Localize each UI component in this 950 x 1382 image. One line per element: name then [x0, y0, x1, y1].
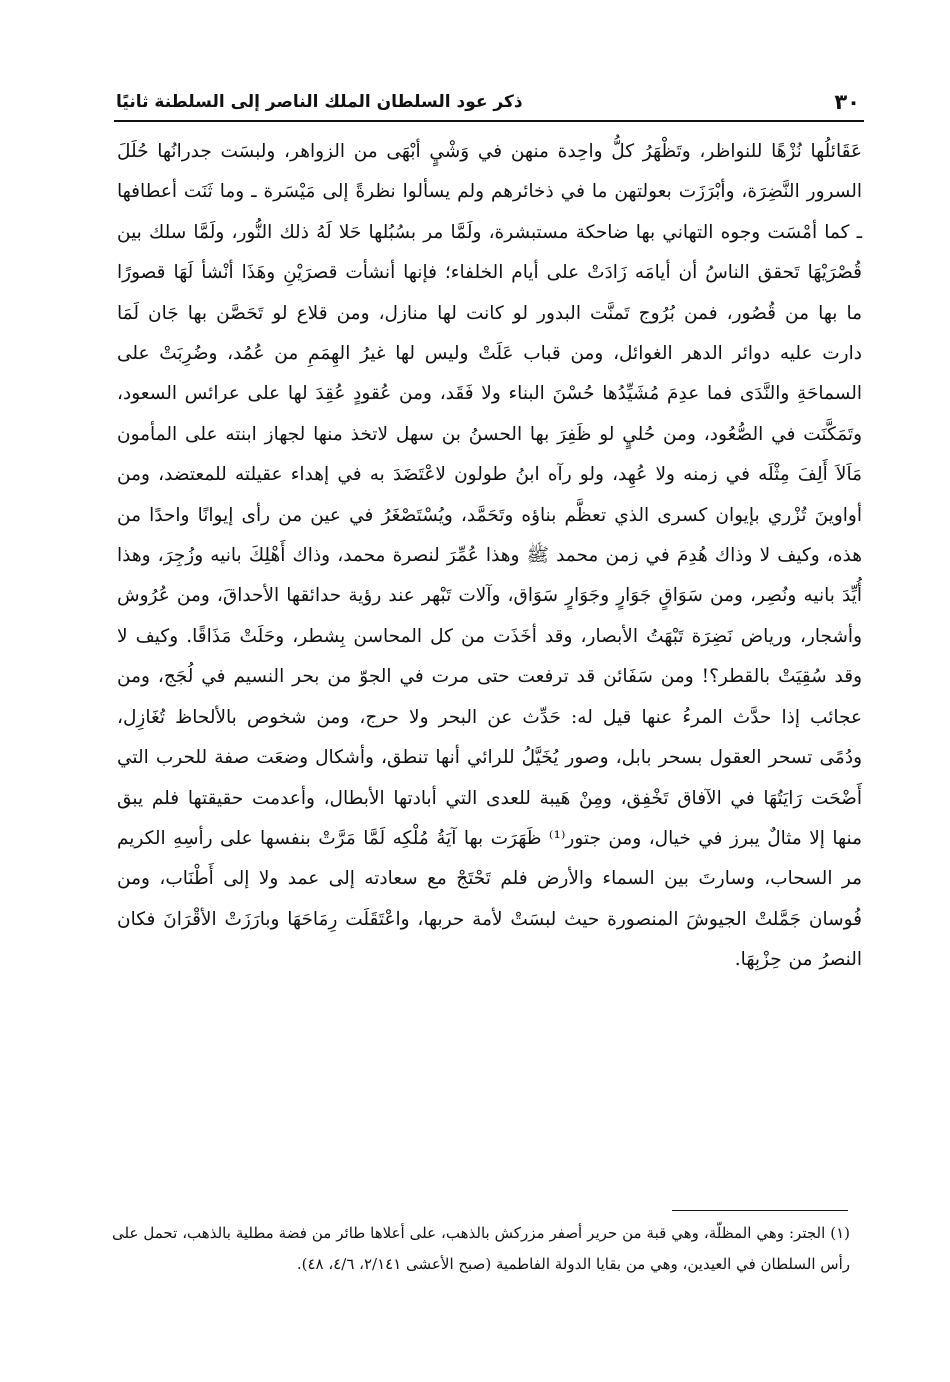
page-number: ٣٠ — [834, 90, 860, 114]
footnotes — [112, 1218, 850, 1280]
body-paragraph: عَقَائلُها نُزْهًا للنواظر، وتَظْهَرُ كلُّ واحِدة منهن في وَشْيٍ أبْهَى من الزواهر، ولبسَت جدرانُها حُلَلَ السرور النَّضِرَة، وأبْرَزَت بعولتهن ما في ذخائرهم ولم يسألوا نظرةً إلى مَيْسَرة ـ وما ثَنَت أعطافها ـ كما أمْسَت وجوه التهاني بها ضاحكة مستبشرة، ولَمَّا مر بسُبُلها حَلا لَهُ ذلك النُّور، ولَمَّا سلك بين قُصْرَيْهَا تَحقق الناسُ أن أيامَه زَادَتْ على أيام الخلفاء؛ فإنها أنشأت قصرَيْنِ وهَذَا أنْشأ لَهَا قصورًا ما بها من قُصُور، فمن بُرُوج تَمنَّت البدور لو كانت لها منازل، ومن قلاع لو تَحَصَّن بها جَان لَمَا دارت عليه دوائر الدهر الغوائل، ومن قباب عَلَتْ وليس لها غيرُ الهِمَمِ من عُمُد، وضُرِبَتْ على السماحَةِ والنَّدَى فما عدِمَ مُشَيِّدُها حُسْنَ البناء ولا فَقَد، ومن عُقودٍ عُقِدَ لها على عرائس السعود، وتَمَكَّنَت في الصُّعُود، ومن حُليٍ لو ظَفِرَ بها الحسنُ بن سهل لاتخذ منها لجهاز ابنته على المأمون مَاَلاَ أَلِفَ مِثْلَه في زمنه ولا عُهِد، ولو رآه ابنُ طولون لاعْتَضَدَ به في إهداء عقيلته للمعتضد، ومن أواوينَ تُزْري بإيوان كسرى الذي تعظَّم بناؤه وتَحَمَّد، ويُسْتَصْغَرُ في عين من رأى إيوانًا واحدًا من هذه، وكيف لا وذاك هُدِمَ في زمن محمد ﷺ وهذا عُمِّرَ لنصرة محمد، وذاك أَهْلِكَ بانيه وزُجِرَ، وهذا أُيِّدَ بانيه ونُصِر، ومن سَوَاقٍ جَوَارٍ وجَوَارٍ سَوَاق، وآلات تَبْهر عند رؤية حدائقها الأحداقَ، ومن عُرُوش وأشجار، ورياض نَضِرَة تَبْهَتُ الأبصار، وقد أخَذَت من كل المحاسن بِشطر، وحَلَتْ مَذَاقًا. وكيف لا وقد سُقِيَتْ بالقطر؟! ومن سَفَائن قد ترفعت حتى مرت في الجوّ من بحر النسيم في لُجَج، ومن عجائب إذا حدَّث المرءُ عنها قيل له: حَدِّث عن البحر ولا حرج، ومن شخوص بالألحاظ تُغَازِل، ودُمًى تسحر العقول بسحر بابل، وصور يُخَيَّلُ للرائي أنها تنطق، وأشكال وضعَت صفة للحرب التي أَضْحَت رَايَتُهَا في الآفاق تَخْفِق، ومِنْ هَيبة للعدى التي أبادتها الأبطال، وأعدمت حقيقتها فلم يبق منها إلا مثالٌ يبرز في خيال، ومن جتور⁽¹⁾ ظَهَرَت بها آيَةُ مُلْكِه لَمَّا مَرَّتْ بنفسها على رأسِهِ الكريم مر السحاب، وسارتَ بين السماء والأرض فلم تَحْتَجْ مع سعادته إلى عمد ولا إلى أَطْنَاب، ومن فُوسان جَمَّلتْ الجيوشَ المنصورة حيث لبسَتْ لأمة حربها، واعْتَقَلَت رِمَاحَهَا وبارَزَتْ الأقْرَانَ فكان النصرُ من حِزْبِهَا. — [117, 141, 862, 971]
main-text — [117, 132, 862, 981]
running-title: ذكر عود السلطان الملك الناصر إلى السلطنة ثانيًا — [116, 92, 523, 112]
footnote-separator — [672, 1210, 848, 1211]
footnote-1: (١) الجتر: وهي المظلّة، وهي قبة من حرير أصفر مزركش بالذهب، على أعلاها طائر من فضة مطلية بالذهب، تحمل على رأس السلطان في العيدين، وهي من بقايا الدولة الفاطمية (صبح الأعشى ٢/١٤١، ٤/٦، ٤٨). — [112, 1224, 850, 1273]
running-header — [116, 82, 860, 116]
header-rule — [114, 120, 864, 122]
